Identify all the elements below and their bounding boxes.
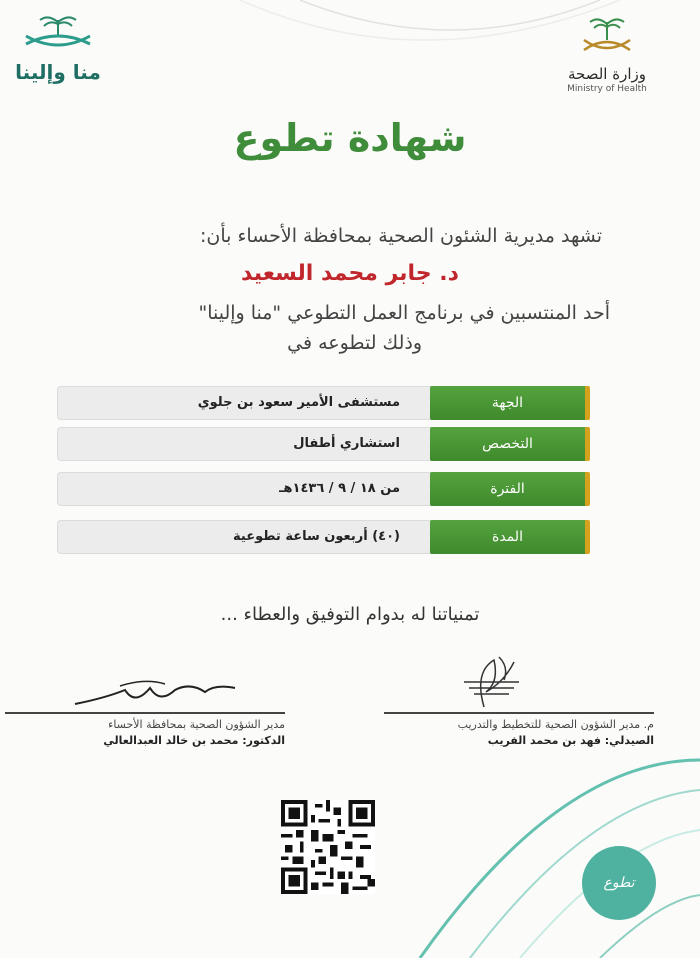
handwritten-signature-right	[444, 652, 544, 712]
description-line-1: أحد المنتسبين في برنامج العمل التطوعي "منا وإلينا"	[198, 302, 610, 324]
ministry-emblem	[572, 16, 642, 60]
closing-wish: تمنياتنا له بدوام التوفيق والعطاء ...	[220, 604, 480, 625]
ministry-name-english: Ministry of Health	[567, 84, 647, 94]
signatory-title-right: م. مدير الشؤون الصحية للتخطيط والتدريب	[457, 718, 654, 731]
description-line-2: وذلك لتطوعه في	[287, 332, 422, 354]
ministry-name-arabic: وزارة الصحة	[568, 65, 646, 83]
signature-block-right	[384, 652, 654, 750]
palm-swords-emblem	[8, 14, 108, 58]
handwritten-signature-left	[65, 676, 245, 712]
detail-value: استشاري أطفال	[293, 436, 400, 451]
ministry-logo	[552, 16, 662, 95]
detail-label: التخصص	[430, 427, 590, 461]
certificate-title: شهادة تطوع	[233, 116, 467, 160]
signatory-name-right: الصيدلي: فهد بن محمد الفريب	[487, 734, 654, 747]
program-logo-text: منا وإلينا	[15, 60, 101, 84]
detail-row-period	[57, 472, 590, 506]
intro-text: تشهد مديرية الشئون الصحية بمحافظة الأحساء بأن:	[200, 225, 602, 247]
volunteer-badge-text: تطوع	[603, 875, 635, 891]
signature-block-left	[5, 676, 285, 750]
detail-label: الجهة	[430, 386, 590, 420]
program-logo	[8, 14, 108, 82]
detail-row-duration	[57, 520, 590, 554]
detail-label: المدة	[430, 520, 590, 554]
detail-row-entity	[57, 386, 590, 420]
recipient-name: د. جابر محمد السعيد	[241, 261, 459, 286]
volunteer-badge	[582, 846, 656, 920]
detail-value: (٤٠) أربعون ساعة تطوعية	[233, 529, 400, 544]
detail-row-specialty	[57, 427, 590, 461]
qr-code	[281, 800, 375, 894]
signatory-title-left: مدير الشؤون الصحية بمحافظة الأحساء	[108, 718, 285, 731]
detail-value: من ١٨ / ٩ / ١٤٣٦هـ	[279, 481, 400, 496]
detail-label: الفترة	[430, 472, 590, 506]
signatory-name-left: الدكتور: محمد بن خالد العبدالعالي	[103, 734, 285, 747]
detail-value: مستشفى الأمير سعود بن جلوي	[197, 395, 400, 410]
signature-line	[5, 712, 285, 714]
signature-line	[384, 712, 654, 714]
